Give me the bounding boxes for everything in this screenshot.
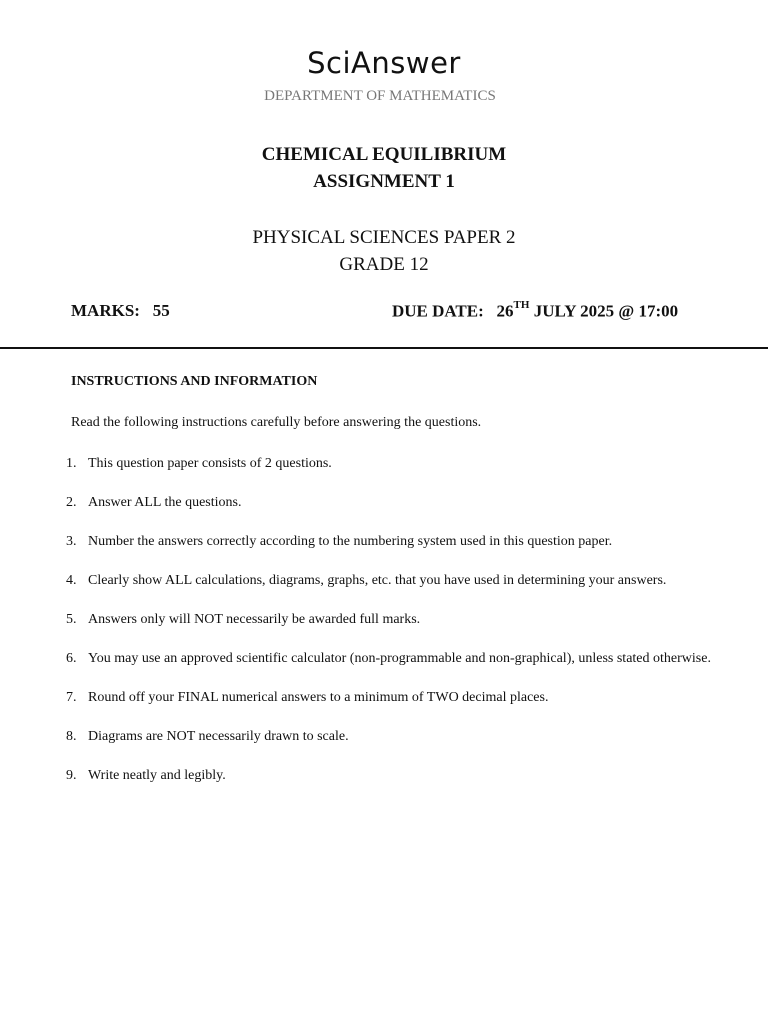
list-item-text: Round off your FINAL numerical answers to a minimum of TWO decimal places. bbox=[88, 690, 549, 705]
list-item-number: 8. bbox=[66, 729, 77, 744]
list-item-number: 6. bbox=[66, 651, 77, 666]
due-date bbox=[392, 301, 678, 322]
list-item-number: 9. bbox=[66, 768, 77, 783]
list-item-text: Clearly show ALL calculations, diagrams, graphs, etc. that you have used in determining your answers. bbox=[88, 573, 667, 588]
instructions-intro: Read the following instructions carefully before answering the questions. bbox=[71, 415, 482, 430]
list-item-text: This question paper consists of 2 questions. bbox=[88, 456, 332, 471]
list-item-text: Number the answers correctly according to the numbering system used in this question paper. bbox=[88, 534, 613, 549]
list-item bbox=[62, 766, 712, 785]
department-name: DEPARTMENT OF MATHEMATICS bbox=[264, 88, 496, 104]
list-item-text: Write neatly and legibly. bbox=[88, 768, 226, 783]
list-item-number: 1. bbox=[66, 456, 77, 471]
due-date-rest: JULY 2025 @ 17:00 bbox=[529, 301, 679, 321]
list-item-text: Answers only will NOT necessarily be awarded full marks. bbox=[88, 612, 421, 627]
grade-level: GRADE 12 bbox=[339, 254, 429, 275]
list-item bbox=[62, 532, 712, 551]
list-item bbox=[62, 610, 712, 629]
list-item-number: 4. bbox=[66, 573, 77, 588]
list-item bbox=[62, 571, 712, 590]
header-divider bbox=[0, 347, 768, 349]
list-item bbox=[62, 688, 712, 707]
assignment-number: ASSIGNMENT 1 bbox=[313, 171, 455, 192]
list-item bbox=[62, 727, 712, 746]
brand-logo: SciAnswer bbox=[307, 46, 461, 80]
marks-total: MARKS: 55 bbox=[71, 301, 170, 320]
list-item-text: You may use an approved scientific calculator (non-programmable and non-graphical), unless stated otherwise. bbox=[88, 651, 711, 666]
list-item-text: Answer ALL the questions. bbox=[88, 495, 242, 510]
instructions-heading: INSTRUCTIONS AND INFORMATION bbox=[71, 374, 318, 389]
list-item bbox=[62, 649, 712, 668]
list-item-number: 7. bbox=[66, 690, 77, 705]
list-item bbox=[62, 454, 712, 473]
list-item-text: Diagrams are NOT necessarily drawn to scale. bbox=[88, 729, 349, 744]
subject-paper: PHYSICAL SCIENCES PAPER 2 bbox=[252, 227, 516, 248]
list-item-number: 3. bbox=[66, 534, 77, 549]
list-item-number: 2. bbox=[66, 495, 77, 510]
due-date-label: DUE DATE: 26 bbox=[392, 301, 514, 321]
list-item-number: 5. bbox=[66, 612, 77, 627]
due-date-ordinal: TH bbox=[513, 299, 530, 311]
document-title: CHEMICAL EQUILIBRIUM bbox=[261, 144, 507, 165]
instructions-list bbox=[62, 454, 712, 805]
list-item bbox=[62, 493, 712, 512]
